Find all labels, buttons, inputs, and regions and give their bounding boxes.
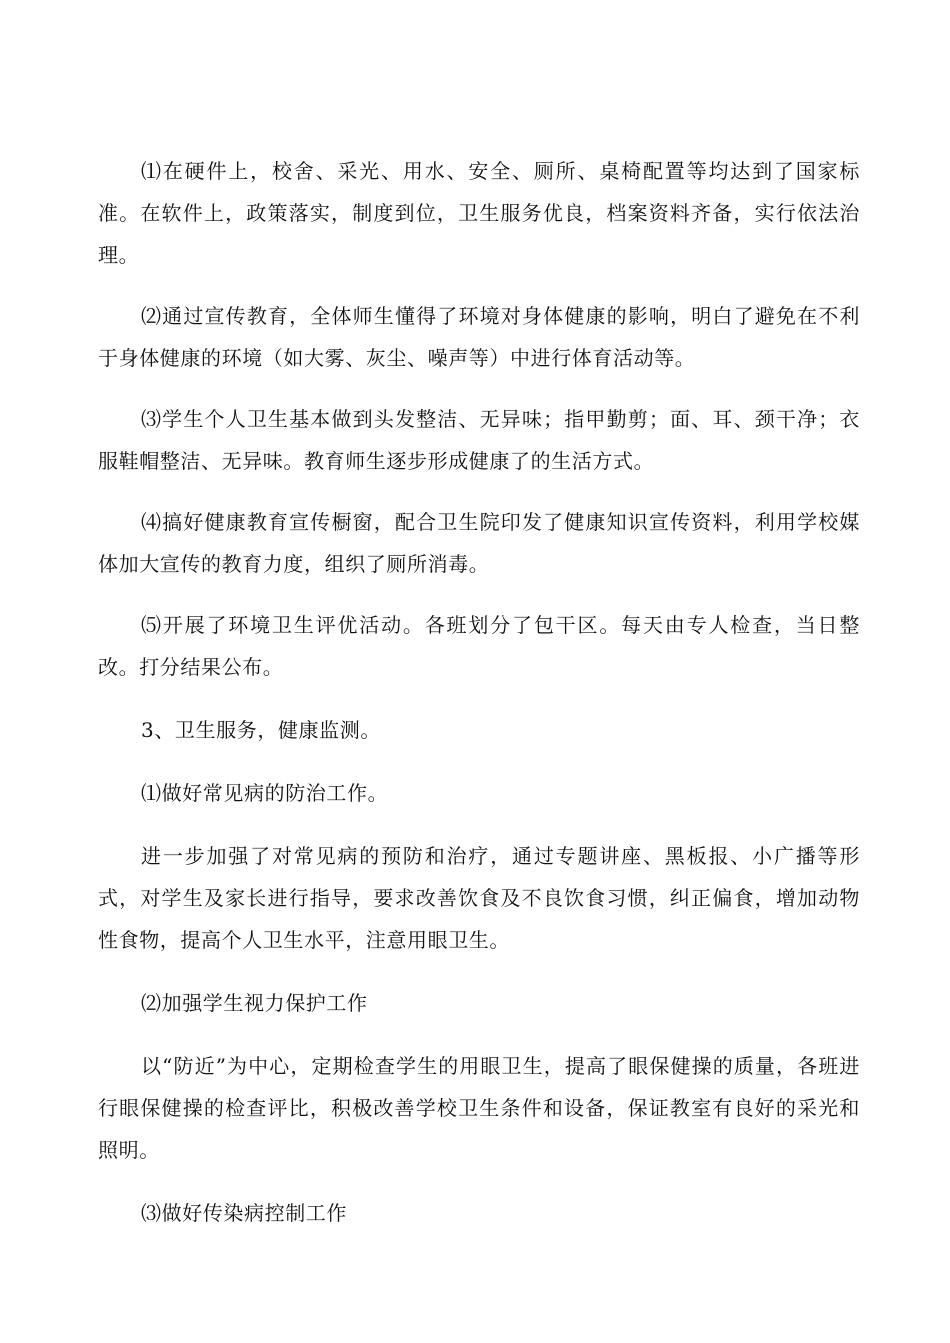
- subheading-common-disease: ⑴做好常见病的防治工作。: [141, 781, 389, 805]
- paragraph-vision-protection: 以“防近”为中心，定期检查学生的用眼卫生，提高了眼保健操的质量，各班进行眼保健操的检查评比，积极改善学校卫生条件和设备，保证教室有良好的采光和照明。: [98, 1054, 860, 1162]
- subheading-vision-protection: ⑵加强学生视力保护工作: [141, 991, 368, 1015]
- paragraph-sanitation-evaluation: ⑸开展了环境卫生评优活动。各班划分了包干区。每天由专人检查，当日整改。打分结果公布。: [98, 613, 860, 679]
- paragraph-health-publicity: ⑷搞好健康教育宣传橱窗，配合卫生院印发了健康知识宣传资料，利用学校媒体加大宣传的教育力度，组织了厕所消毒。: [98, 510, 860, 576]
- section-heading-health-service: 3、卫生服务，健康监测。: [141, 718, 381, 742]
- paragraph-common-disease-prevention: 进一步加强了对常见病的预防和治疗，通过专题讲座、黑板报、小广播等形式，对学生及家长进行指导，要求改善饮食及不良饮食习惯，纠正偏食，增加动物性食物，提高个人卫生水平，注意用眼卫生。: [98, 844, 860, 952]
- document-body: [98, 150, 860, 1234]
- paragraph-hardware-software: ⑴在硬件上，校舍、采光、用水、安全、厕所、桌椅配置等均达到了国家标准。在软件上，政策落实，制度到位，卫生服务优良，档案资料齐备，实行依法治理。: [98, 159, 860, 267]
- subheading-infectious-disease: ⑶做好传染病控制工作: [141, 1201, 347, 1225]
- paragraph-personal-hygiene: ⑶学生个人卫生基本做到头发整洁、无异味；指甲勤剪；面、耳、颈干净；衣服鞋帽整洁、无异味。教育师生逐步形成健康了的生活方式。: [98, 407, 860, 473]
- paragraph-environment-education: ⑵通过宣传教育，全体师生懂得了环境对身体健康的影响，明白了避免在不利于身体健康的环境（如大雾、灰尘、噪声等）中进行体育活动等。: [98, 304, 860, 370]
